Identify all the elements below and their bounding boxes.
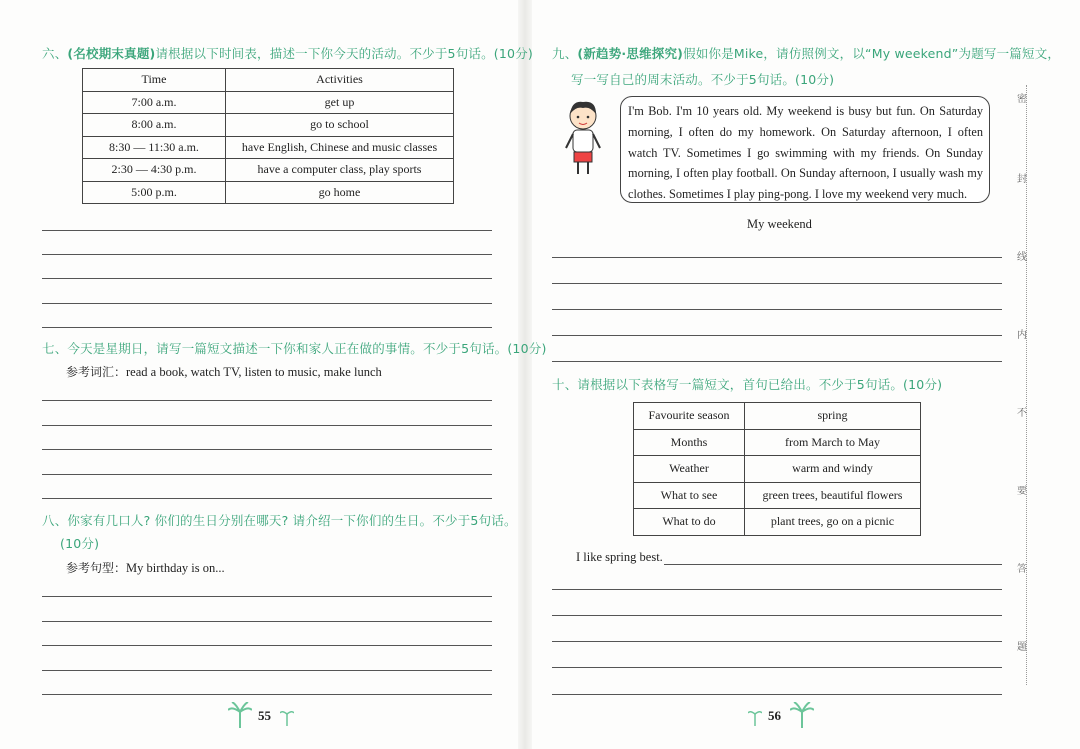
table-row: 5:00 p.m. go home <box>83 181 454 204</box>
palm-tree-icon <box>228 702 252 728</box>
table-row: 8:00 a.m. go to school <box>83 114 454 137</box>
question-8: 八、你家有几口人? 你们的生日分别在哪天? 请介绍一下你们的生日。不少于5句话。 <box>42 513 517 528</box>
question-10: 十、请根据以下表格写一篇短文，首句已给出。不少于5句话。(10分) <box>552 377 943 392</box>
table-row: 2:30 — 4:30 p.m. have a computer class, play sports <box>83 159 454 182</box>
reference-vocabulary: 参考词汇：read a book, watch TV, listen to music, make lunch <box>66 365 382 379</box>
season-table <box>633 402 921 536</box>
essay-title: My weekend <box>747 217 812 231</box>
boy-illustration <box>560 98 606 176</box>
palm-tree-icon <box>748 708 762 726</box>
palm-tree-icon <box>280 708 294 726</box>
table-row: Favourite season spring <box>634 403 921 430</box>
reference-sentence: 参考句型：My birthday is on... <box>66 561 225 575</box>
question-6: 六、(名校期末真题)请根据以下时间表，描述一下你今天的活动。不少于5句话。(10分) <box>42 46 533 61</box>
question-9-line2: 写一写自己的周末活动。不少于5句话。(10分) <box>571 72 835 87</box>
palm-tree-icon <box>790 702 814 728</box>
question-9: 九、(新趋势·思维探究)假如你是Mike，请仿照例文，以“My weekend”为题写一篇短文， <box>552 46 1061 61</box>
example-speech-bubble <box>620 96 990 203</box>
question-8-score: (10分) <box>60 536 100 551</box>
table-row: 7:00 a.m. get up <box>83 91 454 114</box>
table-row: What to do plant trees, go on a picnic <box>634 509 921 536</box>
table-row: Weather warm and windy <box>634 456 921 483</box>
table-header: Time <box>83 69 226 92</box>
page-number-left: 55 <box>258 708 271 723</box>
page-number-right: 56 <box>768 708 781 723</box>
schedule-table <box>82 68 454 204</box>
table-row: Months from March to May <box>634 429 921 456</box>
first-sentence: I like spring best. <box>576 550 663 564</box>
seal-line-text: 密 封 线 内 不 要 答 题 <box>1017 94 1027 653</box>
question-7: 七、今天是星期日，请写一篇短文描述一下你和家人正在做的事情。不少于5句话。(10分) <box>42 341 547 356</box>
table-row: What to see green trees, beautiful flowers <box>634 482 921 509</box>
table-header: Activities <box>226 69 454 92</box>
page-fold <box>518 0 532 749</box>
example-text: I'm Bob. I'm 10 years old. My weekend is busy but fun. On Saturday morning, I often do my homework. On Saturday afternoon, I often watch TV. Sometimes I go swimming with my friends. On Sunday morning, I often play football. On Sunday afternoon, I usually wash my clothes. Sometimes I play ping-pong. I love my weekend very much. <box>628 104 983 202</box>
table-row: 8:30 — 11:30 a.m. have English, Chinese and music classes <box>83 136 454 159</box>
